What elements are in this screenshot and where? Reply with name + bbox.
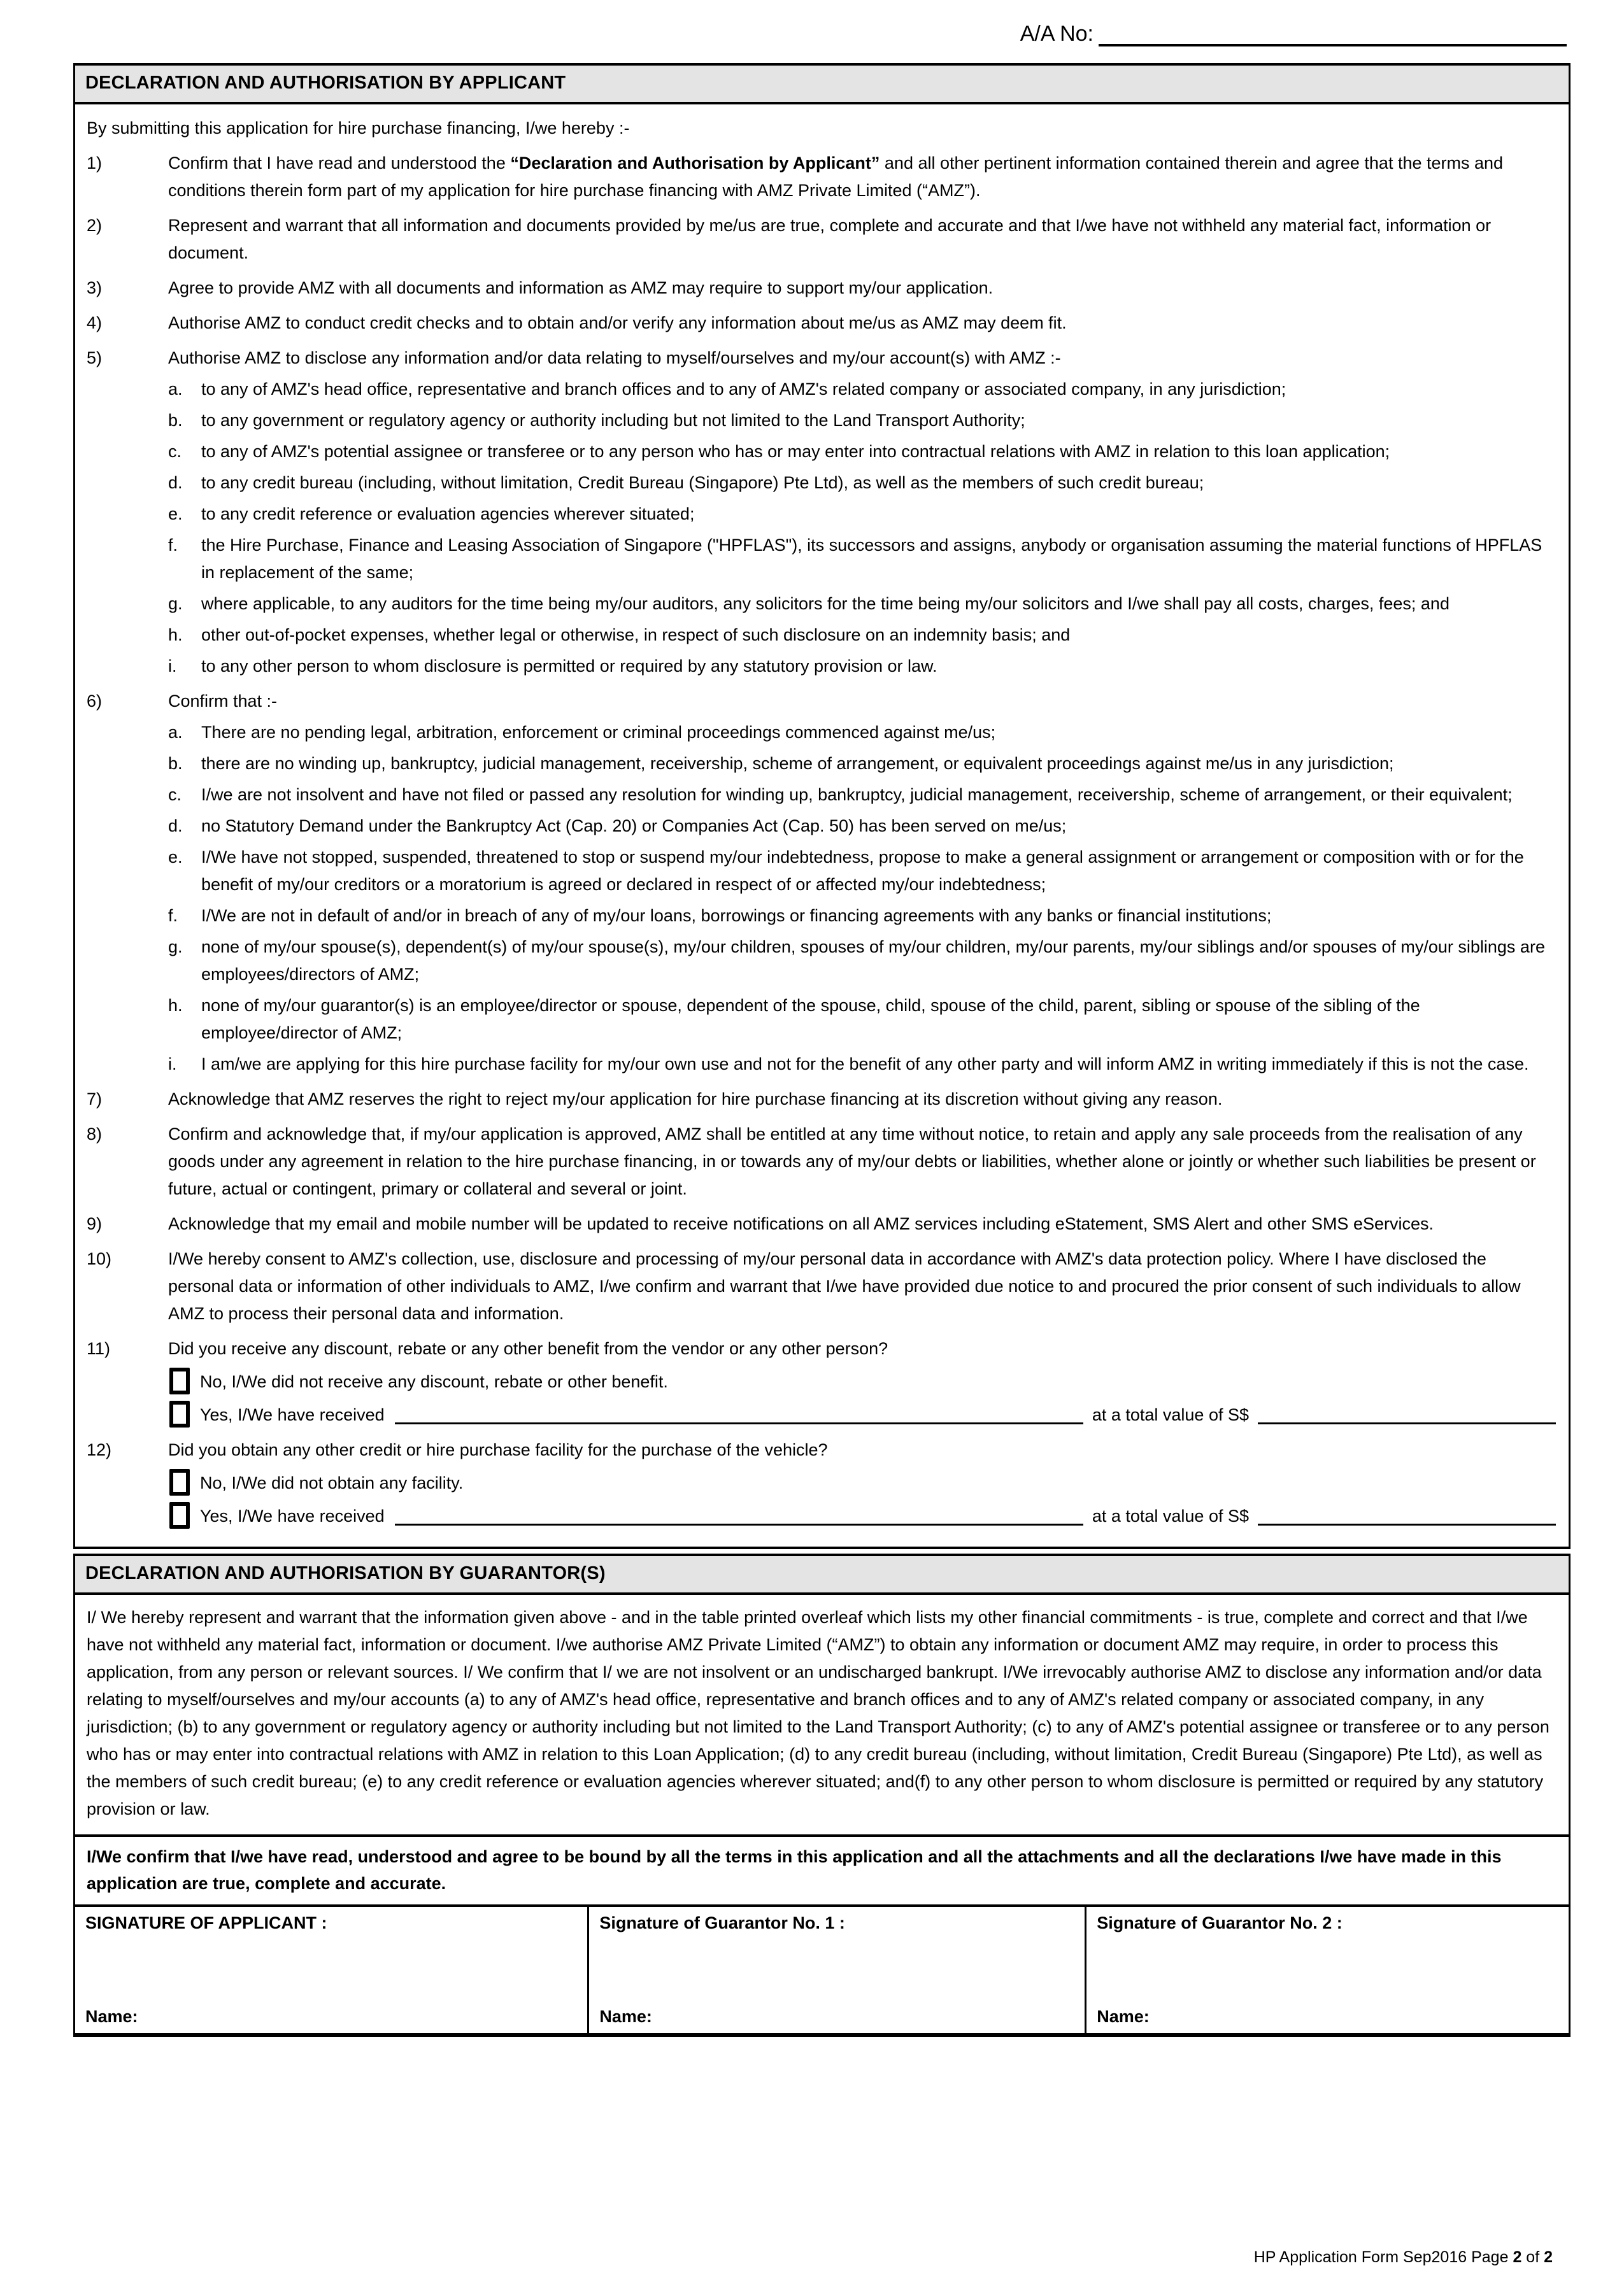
item-text: Represent and warrant that all information and documents provided by me/us are true, complete and accurate and that I/we have not withheld any material fact, information or document. xyxy=(168,216,1492,262)
option-label: No, I/We did not obtain any facility. xyxy=(200,1473,464,1492)
subitem-text: other out-of-pocket expenses, whether legal or otherwise, in respect of such disclosure on an indemnity basis; and xyxy=(201,625,1071,644)
applicant-declaration-section xyxy=(73,63,1571,1549)
subitem-letter: i. xyxy=(168,656,177,676)
total-value-label: at a total value of S$ xyxy=(1092,1506,1249,1526)
list-subitem xyxy=(168,532,1556,586)
item-text: Acknowledge that AMZ reserves the right to reject my/our application for hire purchase financing at its discretion without giving any reason. xyxy=(168,1089,1223,1109)
subitem-text: I/we are not insolvent and have not filed or passed any resolution for winding up, bankruptcy, judicial management, receivership, scheme of arrangement, or their equivalent; xyxy=(201,785,1513,804)
list-subitem xyxy=(168,812,1556,840)
list-item-6 xyxy=(87,688,1556,1078)
option-label: No, I/We did not receive any discount, rebate or other benefit. xyxy=(200,1372,668,1391)
subitem-letter: e. xyxy=(168,504,183,523)
aa-number-blank[interactable] xyxy=(1099,22,1567,46)
item-number: 7) xyxy=(87,1089,103,1109)
option-row-no-discount xyxy=(168,1368,1556,1396)
subitem-text: there are no winding up, bankruptcy, judicial management, receivership, scheme of arrangement, or equivalent proceedings against me/us in any jurisdiction; xyxy=(201,754,1394,773)
subitem-text: none of my/our guarantor(s) is an employee/director or spouse, dependent of the spouse, child, spouse of the child, parent, sibling or spouse of the sibling of the employee/director of AMZ; xyxy=(201,996,1420,1042)
option-row-yes-discount xyxy=(168,1401,1556,1429)
subitem-letter: c. xyxy=(168,785,182,804)
signature-guarantor1-label: Signature of Guarantor No. 1 : xyxy=(599,1913,845,1932)
option-label: Yes, I/We have received xyxy=(200,1405,385,1424)
name-label: Name: xyxy=(599,2007,652,2026)
signature-applicant-area[interactable] xyxy=(85,1933,578,2007)
aa-number-row xyxy=(73,22,1567,46)
list-subitem xyxy=(168,621,1556,649)
list-subitem xyxy=(168,469,1556,497)
received-detail-blank[interactable] xyxy=(395,1511,1083,1526)
confirmation-statement: I/We confirm that I/we have read, understood and agree to be bound by all the terms in this application and all the attachments and all the declarations I/we have made in this application are true, complete and accurate. xyxy=(75,1834,1569,1904)
list-subitem xyxy=(168,376,1556,403)
list-item-9 xyxy=(87,1210,1556,1238)
signature-cell-guarantor1 xyxy=(587,1907,1085,2033)
item-text: Confirm and acknowledge that, if my/our application is approved, AMZ shall be entitled at any time without notice, to retain and apply any sale proceeds from the realisation of any goods under any agreement in relation to the hire purchase financing, in or towards any of my/our debts or liabilities, whether alone or jointly or whether such liabilities be present or future, actual or contingent, primary or collateral and several or joint. xyxy=(168,1124,1536,1198)
subitem-letter: f. xyxy=(168,535,178,555)
subitem-letter: b. xyxy=(168,411,183,430)
signature-guarantor2-label: Signature of Guarantor No. 2 : xyxy=(1097,1913,1343,1932)
subitem-text: where applicable, to any auditors for the time being my/our auditors, any solicitors for the time being my/our solicitors and I/we shall pay all costs, charges, fees; and xyxy=(201,594,1449,613)
item-number: 11) xyxy=(87,1339,111,1358)
item-text: I/We hereby consent to AMZ's collection, use, disclosure and processing of my/our personal data in accordance with AMZ's data protection policy. Where I have disclosed the personal data or information of other individuals to AMZ, I/we confirm and warrant that I/we have provided due notice to and procured the prior consent of such individuals to allow AMZ to process their personal data and information. xyxy=(168,1249,1521,1323)
item-text-post: and all other pertinent information contained therein and agree that the terms and conditions therein form part of my application for hire purchase financing with AMZ Private Limited (“AMZ”). xyxy=(168,153,1504,200)
list-subitem xyxy=(168,438,1556,465)
item-number: 3) xyxy=(87,278,103,297)
subitem-text: to any other person to whom disclosure is permitted or required by any statutory provision or law. xyxy=(201,656,937,676)
item-text: Did you obtain any other credit or hire purchase facility for the purchase of the vehicle? xyxy=(168,1440,828,1459)
signature-guarantor2-area[interactable] xyxy=(1097,1933,1560,2007)
item-number: 5) xyxy=(87,348,103,367)
subitem-letter: b. xyxy=(168,754,183,773)
applicant-intro: By submitting this application for hire purchase financing, I/we hereby :- xyxy=(87,118,630,138)
item-text-pre: Confirm that I have read and understood the xyxy=(168,153,511,173)
subitem-letter: e. xyxy=(168,847,183,867)
name-label: Name: xyxy=(85,2007,138,2026)
footer-note xyxy=(1254,2248,1553,2267)
list-subitem xyxy=(168,500,1556,528)
item-text: Agree to provide AMZ with all documents and information as AMZ may require to support my/our application. xyxy=(168,278,994,297)
list-subitem xyxy=(168,781,1556,809)
item-number: 2) xyxy=(87,216,103,235)
item-number: 10) xyxy=(87,1249,112,1268)
signature-table xyxy=(75,1904,1569,2033)
option-row-yes-facility xyxy=(168,1502,1556,1530)
subitem-text: to any government or regulatory agency or authority including but not limited to the Land Transport Authority; xyxy=(201,411,1025,430)
list-item-10 xyxy=(87,1245,1556,1328)
subitem-letter: a. xyxy=(168,379,183,399)
signature-cell-guarantor2 xyxy=(1085,1907,1569,2033)
subitem-text: I/We have not stopped, suspended, threatened to stop or suspend my/our indebtedness, propose to make a general assignment or arrangement or composition with or for the benefit of my/our creditors or a moratorium is agreed or declared in respect of or affected my/our indebtedness; xyxy=(201,847,1524,894)
checkbox-no-discount[interactable] xyxy=(169,1368,190,1394)
list-item-11 xyxy=(87,1335,1556,1429)
subitem-letter: d. xyxy=(168,816,183,835)
item-text: Acknowledge that my email and mobile number will be updated to receive notifications on all AMZ services including eStatement, SMS Alert and other SMS eServices. xyxy=(168,1214,1434,1233)
item-number: 8) xyxy=(87,1124,103,1144)
total-value-blank[interactable] xyxy=(1258,1410,1556,1424)
list-subitem xyxy=(168,844,1556,898)
list-subitem xyxy=(168,902,1556,930)
subitem-text: to any of AMZ's head office, representative and branch offices and to any of AMZ's related company or associated company, in any jurisdiction; xyxy=(201,379,1286,399)
item-number: 12) xyxy=(87,1440,112,1459)
item-text: Authorise AMZ to disclose any information and/or data relating to myself/ourselves and my/our account(s) with AMZ :- xyxy=(168,348,1061,367)
item-text-bold: “Declaration and Authorisation by Applicant” xyxy=(510,153,880,173)
subitem-letter: c. xyxy=(168,442,182,461)
list-subitem xyxy=(168,407,1556,434)
total-value-label: at a total value of S$ xyxy=(1092,1405,1249,1424)
item-text xyxy=(168,150,1556,204)
subitem-text: to any credit reference or evaluation agencies wherever situated; xyxy=(201,504,695,523)
list-subitem xyxy=(168,1051,1556,1078)
aa-number-label: A/A No: xyxy=(1020,22,1093,46)
total-value-blank[interactable] xyxy=(1258,1511,1556,1526)
checkbox-yes-discount[interactable] xyxy=(169,1401,190,1428)
item-number: 6) xyxy=(87,691,103,711)
list-subitem xyxy=(168,933,1556,988)
item-text: Authorise AMZ to conduct credit checks and to obtain and/or verify any information about me/us as AMZ may deem fit. xyxy=(168,313,1067,332)
footer-page-number: 2 xyxy=(1513,2248,1522,2266)
list-item-3 xyxy=(87,274,1556,302)
item-number: 4) xyxy=(87,313,103,332)
list-item-7 xyxy=(87,1086,1556,1113)
footer-total-pages: 2 xyxy=(1544,2248,1553,2266)
subitem-text: I/We are not in default of and/or in breach of any of my/our loans, borrowings or financing agreements with any banks or financial institutions; xyxy=(201,906,1272,925)
list-item-8 xyxy=(87,1121,1556,1203)
list-subitem xyxy=(168,653,1556,680)
received-detail-blank[interactable] xyxy=(395,1410,1083,1424)
item-text: Did you receive any discount, rebate or any other benefit from the vendor or any other person? xyxy=(168,1339,888,1358)
applicant-section-title: DECLARATION AND AUTHORISATION BY APPLICANT xyxy=(75,66,1569,104)
list-subitem xyxy=(168,719,1556,746)
subitem-letter: g. xyxy=(168,937,183,956)
checkbox-yes-facility[interactable] xyxy=(169,1502,190,1529)
guarantor-declaration-text: I/ We hereby represent and warrant that the information given above - and in the table printed overleaf which lists my other financial commitments - is true, complete and correct and that I/we have not withheld any material fact, information or document. I/we authorise AMZ Private Limited (“AMZ”) to obtain any information or document AMZ may require, in order to process this application, from any person or relevant sources. I/ We confirm that I/ we are not insolvent or an undischarged bankrupt. I/We irrevocably authorise AMZ to disclose any information and/or data relating to myself/ourselves and my/our accounts (a) to any of AMZ's head office, representative and branch offices and to any of AMZ's related company or associated company, in any jurisdiction; (b) to any government or regulatory agency or authority including but not limited to the Land Transport Authority; (c) to any of AMZ's potential assignee or transferee or to any person who has or may enter into contractual relations with AMZ in relation to this Loan Application; (d) to any credit bureau (including, without limitation, Credit Bureau (Singapore) Pte Ltd), as well as the members of such credit bureau; (e) to any credit reference or evaluation agencies wherever situated; and(f) to any other person to whom disclosure is permitted or required by any statutory provision or law. xyxy=(87,1608,1549,1818)
subitem-letter: h. xyxy=(168,996,183,1015)
list-item-1 xyxy=(87,150,1556,204)
list-subitem xyxy=(168,750,1556,777)
option-row-no-facility xyxy=(168,1469,1556,1497)
list-item-5 xyxy=(87,344,1556,680)
guarantor-declaration-section xyxy=(73,1554,1571,2037)
list-subitem xyxy=(168,590,1556,618)
signature-cell-applicant xyxy=(75,1907,587,2033)
item-text: Confirm that :- xyxy=(168,691,278,711)
list-item-2 xyxy=(87,212,1556,267)
subitem-letter: f. xyxy=(168,906,178,925)
list-item-4 xyxy=(87,309,1556,337)
guarantor-section-title: DECLARATION AND AUTHORISATION BY GUARANTOR(S) xyxy=(75,1556,1569,1595)
subitem-text: to any credit bureau (including, without limitation, Credit Bureau (Singapore) Pte Ltd), as well as the members of such credit bureau; xyxy=(201,473,1204,492)
subitem-text: none of my/our spouse(s), dependent(s) of my/our spouse(s), my/our children, spouses of my/our children, my/our parents, my/our siblings and/or spouses of my/our siblings are employees/directors of AMZ; xyxy=(201,937,1545,984)
item-number: 9) xyxy=(87,1214,103,1233)
list-item-12 xyxy=(87,1436,1556,1530)
subitem-text: to any of AMZ's potential assignee or transferee or to any person who has or may enter into contractual relations with AMZ in relation to this loan application; xyxy=(201,442,1390,461)
subitem-letter: g. xyxy=(168,594,183,613)
list-subitem xyxy=(168,992,1556,1047)
name-label: Name: xyxy=(1097,2007,1150,2026)
subitem-text: I am/we are applying for this hire purchase facility for my/our own use and not for the benefit of any other party and will inform AMZ in writing immediately if this is not the case. xyxy=(201,1054,1529,1074)
subitem-letter: h. xyxy=(168,625,183,644)
signature-guarantor1-area[interactable] xyxy=(599,1933,1076,2007)
subitem-text: the Hire Purchase, Finance and Leasing Association of Singapore ("HPFLAS"), its successors and assigns, anybody or organisation assuming the material functions of HPFLAS in replacement of the same; xyxy=(201,535,1542,582)
subitem-text: no Statutory Demand under the Bankruptcy Act (Cap. 20) or Companies Act (Cap. 50) has been served on me/us; xyxy=(201,816,1067,835)
subitem-letter: i. xyxy=(168,1054,177,1074)
footer-text: of xyxy=(1521,2248,1544,2266)
subitem-letter: a. xyxy=(168,723,183,742)
subitem-text: There are no pending legal, arbitration, enforcement or criminal proceedings commenced against me/us; xyxy=(201,723,996,742)
subitem-letter: d. xyxy=(168,473,183,492)
footer-text: HP Application Form Sep2016 Page xyxy=(1253,2248,1513,2266)
signature-applicant-label: SIGNATURE OF APPLICANT : xyxy=(85,1913,327,1932)
item-number: 1) xyxy=(87,153,103,173)
option-label: Yes, I/We have received xyxy=(200,1506,385,1526)
checkbox-no-facility[interactable] xyxy=(169,1469,190,1496)
